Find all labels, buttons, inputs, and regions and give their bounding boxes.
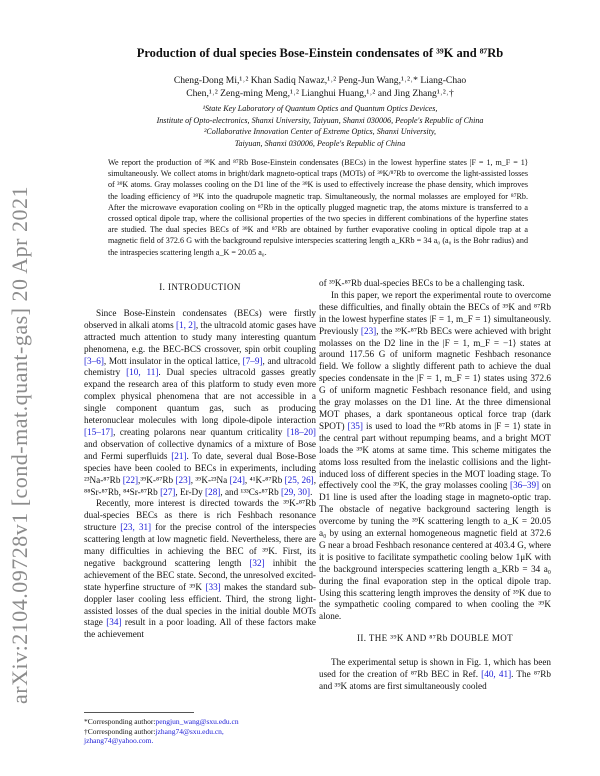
author-line-1: Cheng-Dong Mi,¹˒² Khan Sadiq Nawaz,¹˒² Peng-Jun Wang,¹˒²˒* Liang-Chao: [173, 75, 467, 86]
arxiv-identifier-text: arXiv:2104.09728v1 [cond-mat.quant-gas] 20 Apr 2021: [7, 186, 32, 704]
email-link[interactable]: jzhang74@yahoo.com.: [84, 736, 154, 746]
citation-link[interactable]: [40, 41]: [481, 669, 512, 680]
citation-link[interactable]: [21]: [171, 450, 187, 461]
citation-link[interactable]: [36–39]: [510, 480, 540, 491]
citation-link[interactable]: [24]: [229, 474, 245, 485]
footnote-corresponding-2b: [84, 736, 316, 746]
mot-paragraph-1: The experimental setup is shown in Fig. 1, which has been used for the creation of ⁸⁷Rb BEC in Ref. [40, 41]. The ⁸⁷Rb and ³⁹K atoms are first simultaneously cooled: [319, 657, 551, 691]
left-column: [84, 280, 316, 641]
footnotes: [84, 712, 316, 746]
citation-link[interactable]: [33]: [205, 581, 221, 592]
right-column: [319, 278, 551, 693]
affiliation-line-3: ²Collaborative Innovation Center of Extreme Optics, Shanxi University,: [203, 127, 437, 136]
citation-link[interactable]: [7–9]: [242, 355, 263, 366]
citation-link[interactable]: [23]: [360, 325, 377, 336]
citation-link[interactable]: [25, 26]: [284, 474, 314, 485]
citation-link[interactable]: [27]: [160, 486, 176, 497]
intro-paragraph-3: of ³⁹K-⁸⁷Rb dual-species BECs to be a challenging task.: [319, 278, 525, 288]
citation-link[interactable]: [18–20]: [286, 426, 316, 437]
section-heading-double-mot: II. THE ³⁹K AND ⁸⁷Rb DOUBLE MOT: [356, 633, 514, 644]
email-link[interactable]: pengjun_wang@sxu.edu.cn: [155, 717, 239, 726]
citation-link[interactable]: [35]: [347, 420, 363, 431]
affiliation-line-2: Institute of Opto-electronics, Shanxi University, Taiyuan, Shanxi 030006, People's Republic of China: [156, 115, 484, 125]
citation-link[interactable]: [15–17]: [84, 426, 114, 437]
author-line-2: Chen,¹˒² Zeng-ming Meng,¹˒² Lianghui Huang,¹˒² and Jing Zhang¹˒²˒†: [186, 88, 454, 99]
intro-paragraph-1: Since Bose-Einstein condensates (BECs) were firstly observed in alkali atoms [1, 2], the ultracold atomic gases have attracted much attention to study many interesting quantum phenomena, e.g. the BEC-BCS crossover, spin orbit coupling [3–6], Mott insulator in the optical lattice, [7–9], and ultracold chemistry [10, 11]. Dual species ultracold gasses greatly expand the research area of this platform to study even more complex physical phenomena that are not accessible in a single component quantum gas, such as producing heteronuclear molecules with long dipole-dipole interaction [15–17], creating polarons near quantum criticality [18–20] and observation of collective dynamics of a mixture of Bose and Fermi superfluids [21]. To date, several dual Bose-Bose species have been cooled to BECs in experiments, including ²³Na-⁸⁷Rb [22],³⁹K-⁸⁷Rb [23], ³⁹K-²³Na [24], ⁴¹K-⁸⁷Rb [25, 26], ⁸⁸Sr-⁸⁷Rb, ⁸⁴Sr-⁸⁷Rb [27], Er-Dy [28], and ¹³³Cs-⁸⁷Rb [29, 30].: [84, 307, 317, 497]
email-link[interactable]: jzhang74@sxu.edu.cn,: [155, 726, 224, 736]
arxiv-identifier-stamp: [3, 186, 37, 704]
affiliation-line-4: Taiyuan, Shanxi 030006, People's Republic of China: [234, 138, 406, 148]
citation-link[interactable]: [1, 2]: [175, 319, 196, 330]
footnote-corresponding-1: *Corresponding author:pengjun_wang@sxu.edu.cn: [84, 717, 239, 726]
citation-link[interactable]: [29, 30]: [280, 486, 311, 497]
citation-link[interactable]: [34]: [106, 617, 122, 628]
intro-paragraph-2: Recently, more interest is directed towards the ³⁹K-⁸⁷Rb dual-species BECs as there is rich Feshbach resonance structure [23, 31] for the precise control of the interspecies scattering length at low magnetic field. Nevertheless, there are many difficulties in achieving the BEC of ³⁹K. First, its negative background scattering length [32] inhibit the achievement of the BEC state. Second, the unresolved excited-state hyperfine structure of ³⁹K [33] makes the standard sub-doppler laser cooling less efficient. Third, the strong light-assisted losses of the dual species in the initial double MOTs stage [34] result in a poor loading. All of these factors make the achievement: [84, 498, 317, 640]
section-heading-introduction: I. INTRODUCTION: [159, 282, 241, 292]
paper-title: Production of dual species Bose-Einstein condensates of ³⁹K and ⁸⁷Rb: [136, 46, 504, 60]
author-list: [90, 74, 550, 100]
citation-link[interactable]: [32]: [249, 557, 265, 568]
footnote-rule: [84, 712, 194, 713]
abstract: We report the production of ³⁹K and ⁸⁷Rb Bose-Einstein condensates (BECs) in the lowest hyperfine states |F = 1, m_F = 1⟩ simultaneously. We collect atoms in bright/dark magneto-optical traps (MOTs) of ³⁹K/⁸⁷Rb to overcome the light-assisted losses of ³⁹K atoms. Gray molasses cooling on the D1 line of the ³⁹K is used to effectively increase the phase density, which improves the loading efficiency of ³⁹K into the quadrupole magnetic trap. Simultaneously, the normal molasses are employed for ⁸⁷Rb. After the microwave evaporation cooling on ⁸⁷Rb in the optically plugged magnetic trap, the atoms mixture is transferred to a crossed optical dipole trap, where the collisional properties of the two species in different combinations of the hyperfine states are studied. The dual species BECs of ³⁹K and ⁸⁷Rb are obtained by further evaporative cooling in optical dipole trap at a magnetic field of 372.6 G with the background repulsive interspecies scattering length a_KRb = 34 a₀ (a₀ is the Bohr radius) and the intraspecies scattering length a_K = 20.05 a₀.: [108, 158, 528, 257]
citation-link[interactable]: [28]: [205, 486, 221, 497]
footnote-corresponding-2: †Corresponding author:jzhang74@sxu.edu.cn,: [84, 726, 224, 736]
citation-link[interactable]: [10, 11]: [126, 367, 159, 378]
citation-link[interactable]: [23, 31]: [120, 522, 152, 533]
intro-paragraph-4: In this paper, we report the experimental route to overcome these difficulties, and finally obtain the BECs of ³⁹K and ⁸⁷Rb in the lowest hyperfine states |F = 1, m_F = 1⟩ simultaneously. Previously [23], the ³⁹K-⁸⁷Rb BECs were achieved with bright molasses on the D2 line in the |F = 1, m_F = −1⟩ states at around 117.56 G of uniform magnetic Feshbach resonance field. We follow a slightly different path to achieve the dual species condensate in the |F = 1, m_F = 1⟩ states using 372.6 G of uniform magnetic Feshbach resonance field, and using the gray molasses on the D1 line. At the three dimensional MOT phases, a dark spontaneous optical force trap (dark SPOT) [35] is used to load the ⁸⁷Rb atoms in |F = 1⟩ state in the central part without repumping beams, and a bright MOT loads the ³⁹K atoms at same time. This scheme mitigates the atoms loss resulted from the inelastic collisions and the light-induced loss of different species in the MOT loading stage. To effectively cool the ³⁹K, the gray molasses cooling [36–39] on D1 line is used after the loading stage in magneto-optic trap. The obstacle of negative background sactering length is overcome by tuning the ³⁹K scattering length to a_K = 20.05 a₀ by using an external homogeneous magnetic field at 372.6 G near a broad Feshbach resonance centered at 403.4 G, where it is positive to facilitate sympathetic cooling below 1μK with the background interspecies scattering length a_KRb = 34 a₀ during the final evaporation step in the optical dipole trap. Using this scattering length improves the density of ³⁹K due to the sympathetic cooling compared to when cooling the ³⁹K alone.: [319, 289, 552, 622]
affiliation-line-1: ¹State Key Laboratory of Quantum Optics and Quantum Optics Devices,: [202, 104, 438, 113]
affiliations: [90, 103, 550, 149]
citation-link[interactable]: [23]: [175, 474, 191, 485]
citation-link[interactable]: [22]: [122, 474, 139, 485]
citation-link[interactable]: [3–6]: [84, 355, 104, 366]
